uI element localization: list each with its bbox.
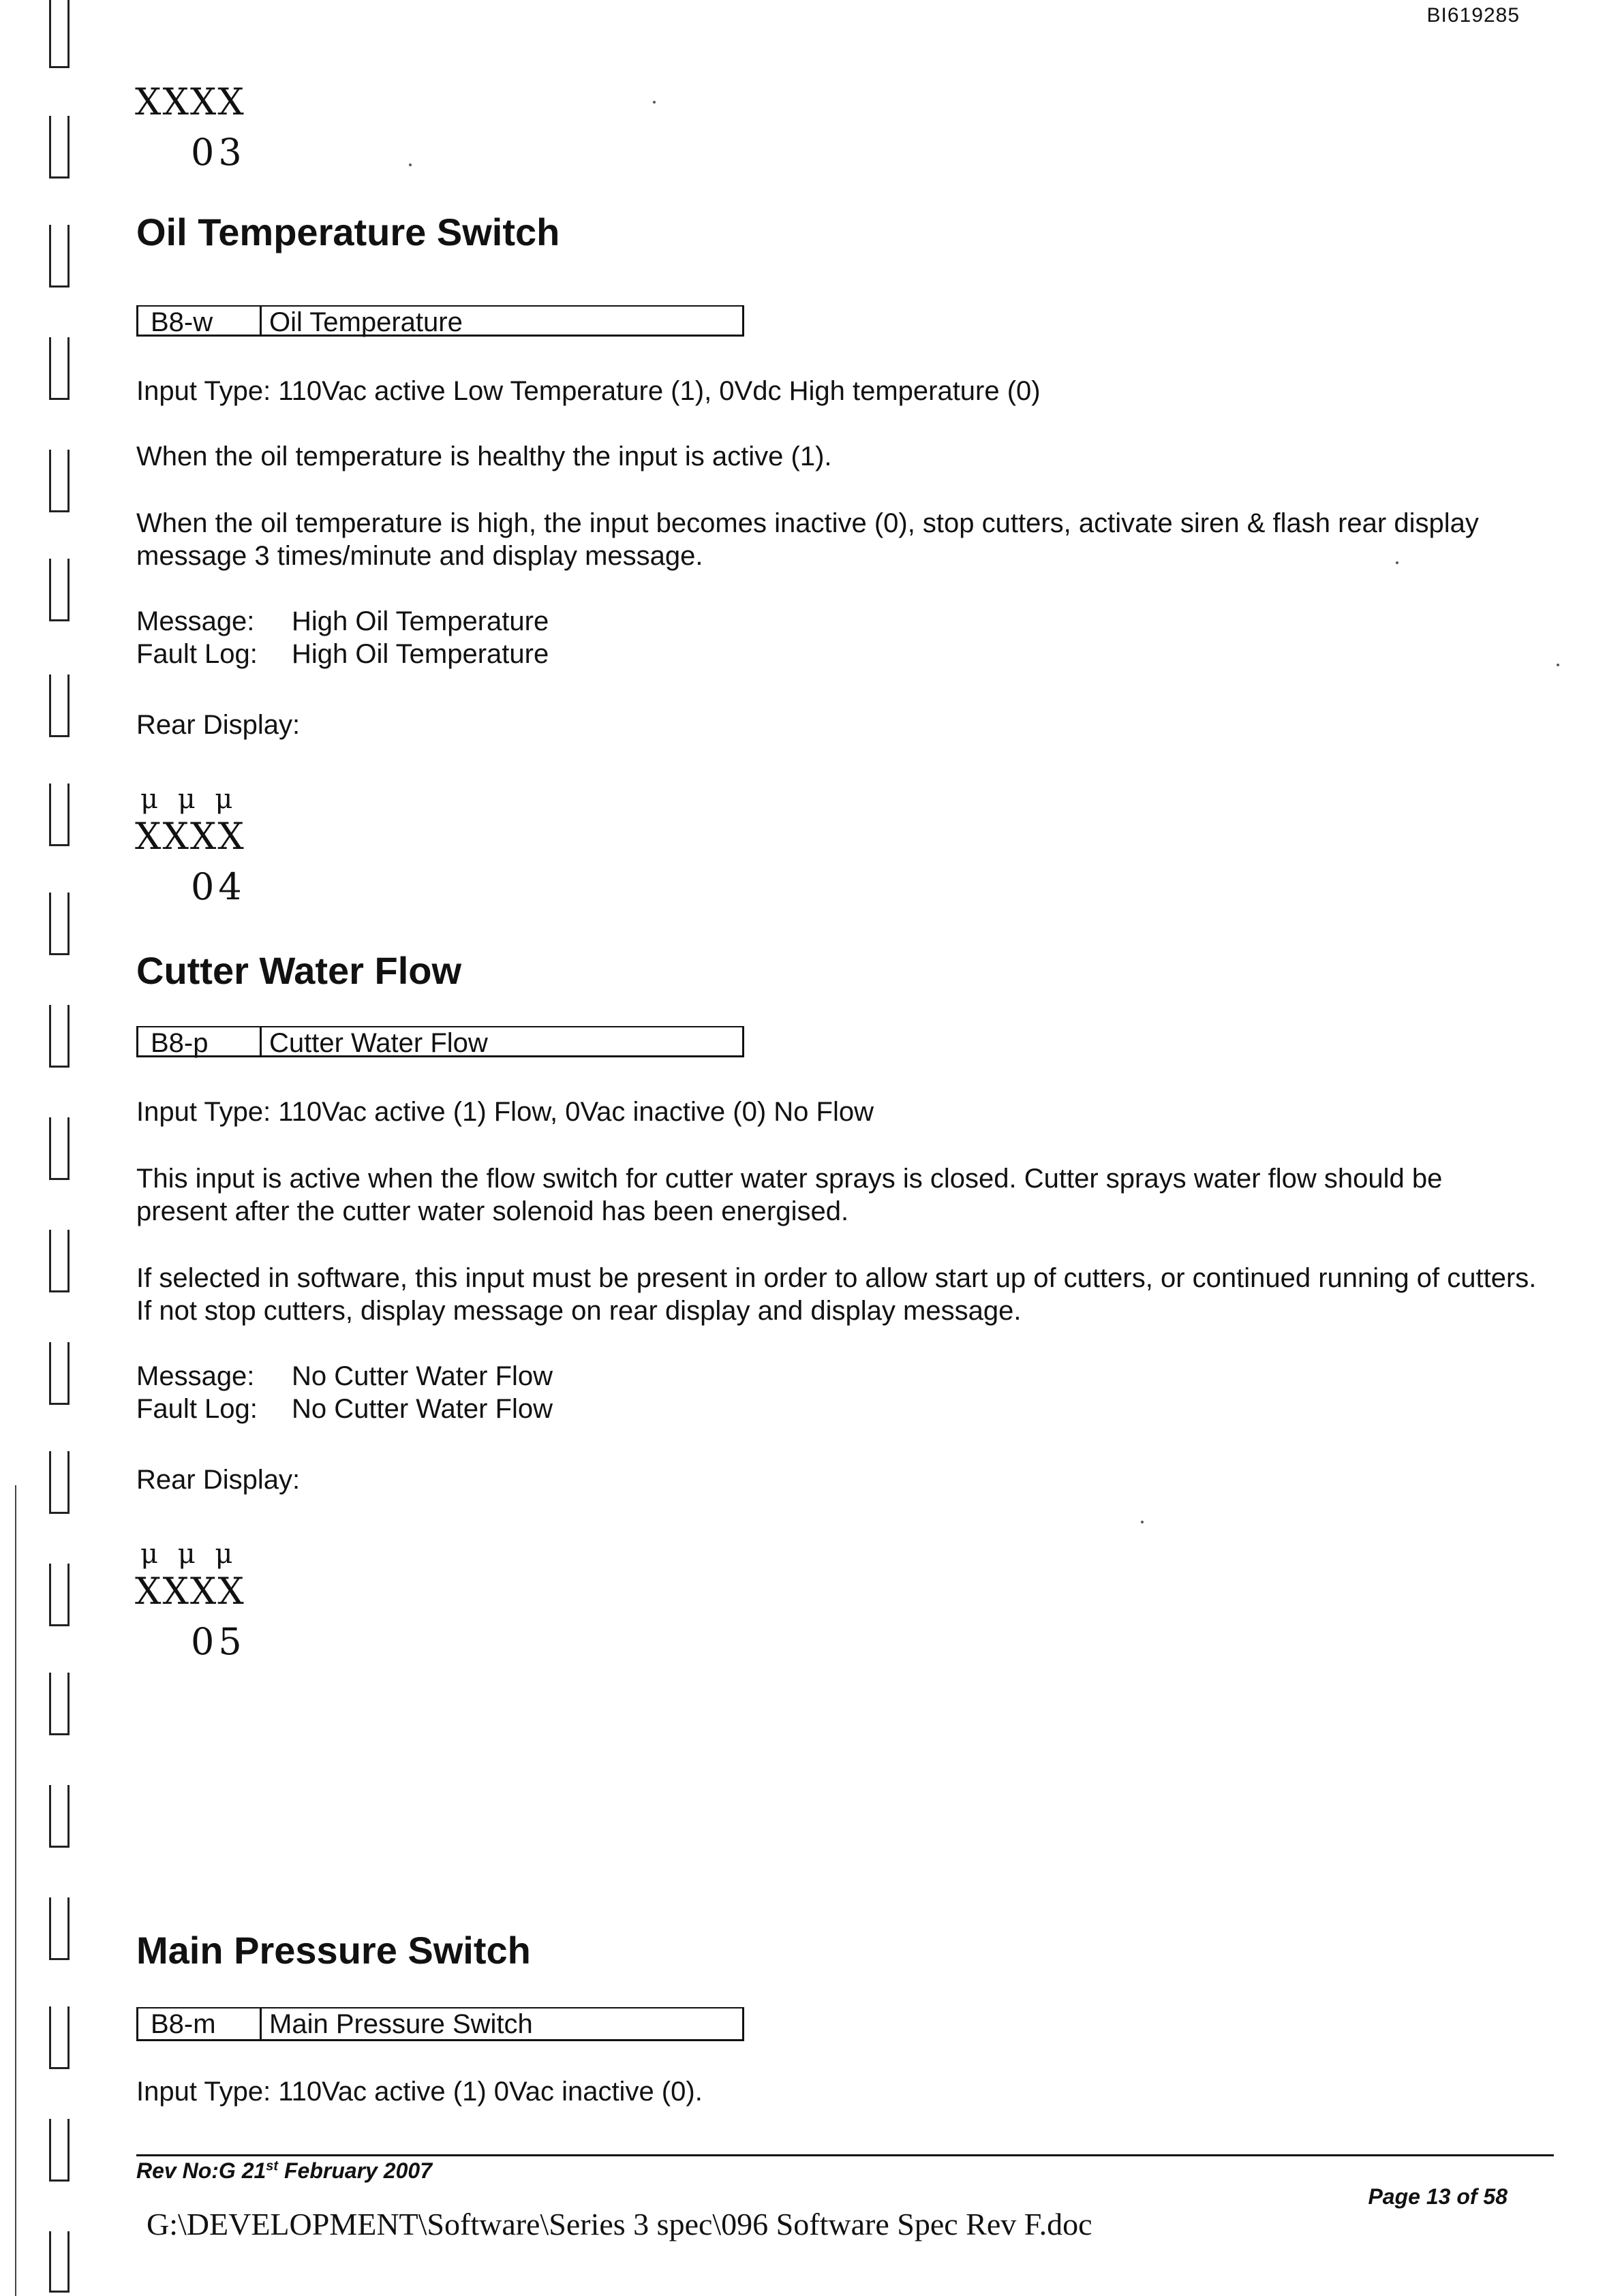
paragraph: This input is active when the flow switch for cutter water sprays is closed. Cutter sprays water flow should be present after the cutter water solenoid has been energised. (136, 1164, 1443, 1226)
message-row (136, 605, 549, 638)
margin-bracket (49, 1451, 70, 1514)
paragraph: When the oil temperature is high, the input becomes inactive (0), stop cutters, activate siren & flash rear display message 3 times/minute and display message. (136, 508, 1479, 571)
margin-bracket (49, 0, 70, 68)
margin-bracket (49, 1230, 70, 1292)
signal-divider (260, 307, 262, 335)
scan-speck (1557, 664, 1559, 666)
scan-speck (409, 164, 412, 166)
paragraph: If selected in software, this input must be present in order to allow start up of cutters, or continued running of cutters. If not stop cutters, display message on rear display and display message. (136, 1263, 1537, 1326)
rear-display-label: Rear Display: (136, 710, 301, 740)
margin-bracket (49, 1785, 70, 1848)
fault-log-row (136, 638, 549, 670)
signal-box (136, 1026, 744, 1057)
margin-bracket (49, 559, 70, 621)
fault-log-label: Fault Log: (136, 639, 258, 669)
margin-bracket (49, 1342, 70, 1405)
message-row (136, 1360, 553, 1393)
paragraph: When the oil temperature is healthy the input is active (1). (136, 441, 832, 471)
margin-bracket (49, 784, 70, 846)
message-value: High Oil Temperature (292, 606, 549, 636)
signal-box (136, 2007, 744, 2041)
page-number: Page 13 of 58 (1368, 2184, 1508, 2209)
margin-bracket (49, 893, 70, 955)
section-heading: Main Pressure Switch (136, 1929, 531, 1972)
rear-display-xxxx: XXXX (135, 1570, 245, 1613)
margin-bracket (49, 2006, 70, 2069)
signal-code: B8-w (151, 307, 213, 337)
scan-speck (1141, 1521, 1144, 1523)
input-type: Input Type: 110Vac active (1) Flow, 0Vac inactive (0) No Flow (136, 1097, 874, 1127)
margin-bracket (49, 337, 70, 400)
margin-bracket (49, 1117, 70, 1180)
margin-bracket (49, 1564, 70, 1626)
margin-bracket (49, 1673, 70, 1735)
signal-code: B8-p (151, 1028, 209, 1058)
rear-display-number: 05 (191, 1620, 246, 1663)
message-label: Message: (136, 1361, 255, 1391)
revision-info (136, 2158, 432, 2184)
margin-bracket (49, 2231, 70, 2293)
rear-display-mu: μ μ μ (140, 784, 239, 815)
signal-name: Main Pressure Switch (269, 2009, 533, 2039)
fault-log-label: Fault Log: (136, 1394, 258, 1424)
section-heading: Cutter Water Flow (136, 949, 462, 992)
rear-display-xxxx: XXXX (135, 815, 245, 858)
signal-name: Cutter Water Flow (269, 1028, 488, 1058)
input-type: Input Type: 110Vac active Low Temperature (1), 0Vdc High temperature (0) (136, 376, 1041, 406)
fault-log-row (136, 1393, 553, 1425)
rear-display-number: 03 (191, 131, 246, 174)
message-value: No Cutter Water Flow (292, 1361, 553, 1391)
margin-bracket (49, 2119, 70, 2182)
rear-display-label: Rear Display: (136, 1465, 301, 1495)
document-id: BI619285 (1426, 4, 1520, 27)
margin-bracket (49, 674, 70, 737)
rear-display-xxxx: XXXX (135, 80, 245, 123)
revision-suffix: February 2007 (278, 2158, 432, 2183)
signal-box (136, 305, 744, 337)
footer-rule (136, 2154, 1554, 2156)
margin-bracket (49, 225, 70, 288)
margin-binding-line (15, 1485, 16, 2296)
rear-display-number: 04 (191, 865, 246, 908)
signal-divider (260, 2008, 262, 2039)
revision-prefix: Rev No:G 21 (136, 2158, 266, 2183)
input-type: Input Type: 110Vac active (1) 0Vac inactive (0). (136, 2077, 703, 2107)
revision-ordinal: st (266, 2158, 279, 2174)
message-label: Message: (136, 606, 255, 636)
section-heading: Oil Temperature Switch (136, 211, 560, 253)
margin-bracket (49, 1897, 70, 1960)
rear-display-mu: μ μ μ (140, 1538, 239, 1570)
signal-divider (260, 1027, 262, 1055)
signal-name: Oil Temperature (269, 307, 463, 337)
margin-bracket (49, 450, 70, 512)
fault-log-value: No Cutter Water Flow (292, 1394, 553, 1424)
fault-log-value: High Oil Temperature (292, 639, 549, 669)
margin-bracket (49, 1005, 70, 1068)
signal-code: B8-m (151, 2009, 216, 2039)
scan-speck (653, 101, 656, 104)
file-path: G:\DEVELOPMENT\Software\Series 3 spec\096 Software Spec Rev F.doc (147, 2207, 1092, 2241)
margin-bracket (49, 116, 70, 179)
